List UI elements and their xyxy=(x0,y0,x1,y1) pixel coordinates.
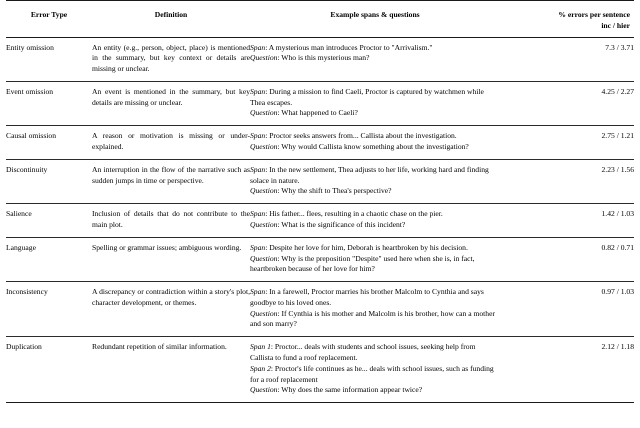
table-row xyxy=(6,126,634,160)
example-label: Span xyxy=(250,86,266,96)
example-label: Span 2 xyxy=(250,363,271,373)
cell-definition: Inclusion of details that do not contribute to the main plot. xyxy=(92,204,250,238)
example-text: Proctor seeks answers from... Callista about the investigation. xyxy=(269,131,457,141)
table-row xyxy=(6,237,634,281)
example-text: A mysterious man introduces Proctor to "Arrivalism." xyxy=(268,42,433,52)
example-label: Question xyxy=(250,308,278,318)
example-label: Question xyxy=(250,219,278,229)
table-row xyxy=(6,159,634,203)
cell-error-type: Inconsistency xyxy=(6,282,92,337)
cell-error-type: Event omission xyxy=(6,81,92,125)
example-line: Span: In a farewell, Proctor marries his brother Malcolm to Cynthia and says goodbye to his loved ones. xyxy=(250,287,484,307)
example-line: Span: During a mission to find Caeli, Proctor is captured by watchmen while Thea escapes. xyxy=(250,86,484,107)
cell-pct-errors: 7.3 / 3.71 xyxy=(605,42,634,52)
cell-examples xyxy=(250,81,500,125)
example-text: If Cynthia is his mother and Malcolm is his brother, how can a mother and son marry? xyxy=(250,308,495,329)
example-label: Question xyxy=(250,142,278,152)
cell-examples xyxy=(250,126,500,160)
example-label: Question xyxy=(250,186,278,196)
example-line: Question: Why the shift to Thea's perspective? xyxy=(250,186,392,196)
cell-pct-errors: 2.75 / 1.21 xyxy=(500,126,634,160)
example-line: Span 1: Proctor... deals with students and school issues, seeking help from Callista to fund a roof replacement. xyxy=(250,342,476,362)
table-body xyxy=(6,38,634,403)
example-line: Span: Despite her love for him, Deborah is heartbroken by his decision. xyxy=(250,242,468,252)
cell-examples xyxy=(250,282,500,337)
example-label: Span xyxy=(250,242,266,252)
cell-pct-errors: 2.12 / 1.18 xyxy=(500,337,634,403)
cell-definition: An entity (e.g., person, object, place) is mentioned in the summary, but key context or details are missing or unclear. xyxy=(92,42,250,74)
cell-error-type: Salience xyxy=(6,204,92,238)
example-text: What is the significance of this incident? xyxy=(281,219,406,229)
example-line: Question: Why is the preposition "Despite" used here when she is, in fact, heartbroken because of her love for him? xyxy=(250,253,475,274)
example-text: In a farewell, Proctor marries his brother Malcolm to Cynthia and says goodbye to his loved ones. xyxy=(250,287,484,307)
example-text: In the new settlement, Thea adjusts to her life, working hard and finding solace in nature. xyxy=(250,164,489,185)
cell-error-type: Duplication xyxy=(6,337,92,403)
table-row xyxy=(6,337,634,403)
table-row xyxy=(6,204,634,238)
cell-examples xyxy=(250,337,500,403)
example-text: Why is the preposition "Despite" used here when she is, in fact, heartbroken because of her love for him? xyxy=(250,253,475,274)
cell-pct-errors: 0.82 / 0.71 xyxy=(500,237,634,281)
example-line: Question: What is the significance of this incident? xyxy=(250,219,406,229)
example-line: Span 2: Proctor's life continues as he... deals with school issues, such as funding for a roof replacement xyxy=(250,363,494,384)
column-header-pct-errors-sub: inc / hier xyxy=(601,20,630,30)
example-line: Span: In the new settlement, Thea adjusts to her life, working hard and finding solace in nature. xyxy=(250,164,489,185)
example-label: Question xyxy=(250,53,278,63)
example-text: Despite her love for him, Deborah is heartbroken by his decision. xyxy=(269,242,468,252)
example-label: Span xyxy=(250,42,266,52)
table-row xyxy=(6,81,634,125)
table-footer xyxy=(6,403,634,404)
cell-definition: Redundant repetition of similar information. xyxy=(92,337,250,403)
cell-definition: Spelling or grammar issues; ambiguous wording. xyxy=(92,237,250,281)
bottom-rule xyxy=(6,403,634,404)
cell-definition: A discrepancy or contradiction within a story's plot, character development, or themes. xyxy=(92,282,250,337)
column-header-examples: Example spans & questions xyxy=(330,10,420,19)
cell-pct-errors: 1.42 / 1.03 xyxy=(500,204,634,238)
cell-pct-errors: 4.25 / 2.27 xyxy=(500,81,634,125)
table-row xyxy=(6,38,634,82)
cell-pct-errors: 0.97 / 1.03 xyxy=(500,282,634,337)
column-header-definition: Definition xyxy=(154,10,188,19)
example-label: Span xyxy=(250,209,266,219)
column-header-error-type: Error Type xyxy=(30,10,68,19)
example-text: Proctor... deals with students and school issues, seeking help from Callista to fund a roof replacement. xyxy=(250,342,476,362)
cell-definition: An event is mentioned in the summary, but key details are missing or unclear. xyxy=(92,81,250,125)
cell-examples xyxy=(250,159,500,203)
cell-examples xyxy=(250,38,500,82)
column-header-pct-errors xyxy=(500,6,634,37)
example-line: Question: Why would Callista know something about the investigation? xyxy=(250,142,469,152)
cell-definition: An interruption in the flow of the narrative such as sudden jumps in time or perspective. xyxy=(92,159,250,203)
example-line: Span: A mysterious man introduces Proctor to "Arrivalism." xyxy=(250,42,433,52)
example-text: What happened to Caeli? xyxy=(281,108,358,118)
cell-examples xyxy=(250,237,500,281)
example-label: Span 1 xyxy=(250,342,271,352)
example-line: Span: His father... flees, resulting in a chaotic chase on the pier. xyxy=(250,209,443,219)
example-line: Question: Why does the same information appear twice? xyxy=(250,385,423,395)
example-text: Why would Callista know something about the investigation? xyxy=(281,142,469,152)
example-text: Proctor's life continues as he... deals with school issues, such as funding for a roof replacement xyxy=(250,363,494,384)
column-header-pct-errors-main: % errors per sentence xyxy=(558,10,630,19)
cell-error-type: Entity omission xyxy=(6,42,54,52)
example-line: Question: If Cynthia is his mother and Malcolm is his brother, how can a mother and son marry? xyxy=(250,308,495,329)
example-line: Span: Proctor seeks answers from... Callista about the investigation. xyxy=(250,131,457,141)
table-header xyxy=(6,1,634,38)
example-text: During a mission to find Caeli, Proctor is captured by watchmen while Thea escapes. xyxy=(250,86,484,107)
error-taxonomy-table xyxy=(6,0,634,403)
header-row xyxy=(6,6,634,37)
cell-examples xyxy=(250,204,500,238)
cell-error-type: Language xyxy=(6,237,92,281)
cell-pct-errors: 2.23 / 1.56 xyxy=(500,159,634,203)
example-text: Why the shift to Thea's perspective? xyxy=(281,186,392,196)
cell-error-type: Causal omission xyxy=(6,126,92,160)
cell-definition: A reason or motivation is missing or under-explained. xyxy=(92,126,250,160)
example-text: His father... flees, resulting in a chaotic chase on the pier. xyxy=(269,209,443,219)
example-label: Question xyxy=(250,108,278,118)
example-text: Who is this mysterious man? xyxy=(281,53,370,63)
example-line: Question: Who is this mysterious man? xyxy=(250,53,370,63)
example-label: Span xyxy=(250,287,266,297)
example-label: Span xyxy=(250,131,266,141)
example-text: Why does the same information appear twice? xyxy=(281,385,423,395)
cell-error-type: Discontinuity xyxy=(6,159,92,203)
example-label: Question xyxy=(250,385,278,395)
table-row xyxy=(6,282,634,337)
example-label: Span xyxy=(250,164,266,174)
example-line: Question: What happened to Caeli? xyxy=(250,108,358,118)
example-label: Question xyxy=(250,253,278,263)
